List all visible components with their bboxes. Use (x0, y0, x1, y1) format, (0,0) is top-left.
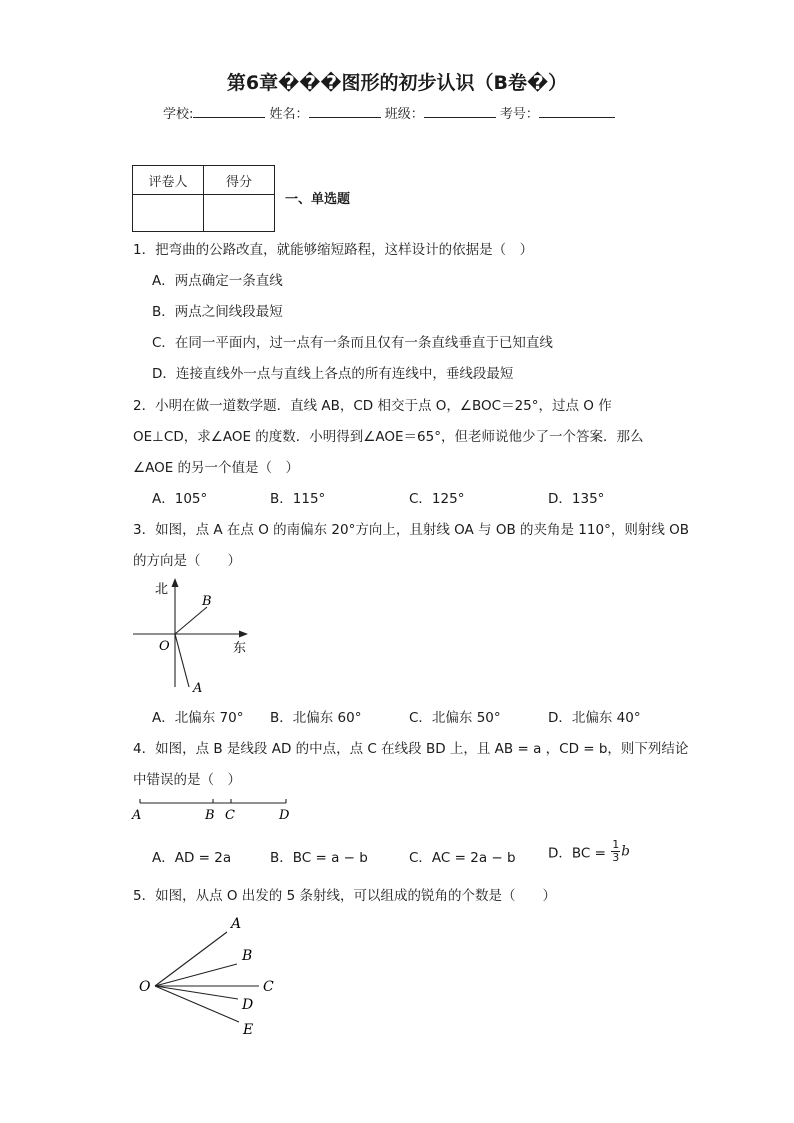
q4-line1: 4．如图，点 B 是线段 AD 的中点，点 C 在线段 BD 上，且 AB = a ，CD = b，则下列结论 (133, 741, 689, 757)
north-arrowhead (172, 578, 179, 587)
point-b-label: B (205, 808, 215, 823)
q2-line2: OE⊥CD，求∠AOE 的度数．小明得到∠AOE＝65°，但老师说他少了一个答案．那么 (133, 429, 644, 445)
north-label: 北 (155, 582, 169, 597)
q1-option-b[interactable]: B．两点之间线段最短 (152, 304, 283, 320)
point-c-label: C (263, 979, 274, 995)
ray-oa (175, 634, 189, 687)
q3-option-d[interactable]: D．北偏东 40° (548, 710, 641, 726)
class-label: 班级： (384, 107, 424, 122)
q1-option-a[interactable]: A．两点确定一条直线 (152, 273, 283, 289)
ray-od (155, 986, 238, 999)
q2-option-a[interactable]: A．105° (152, 491, 208, 507)
number-blank[interactable] (539, 105, 615, 118)
ray-ob (155, 964, 237, 986)
point-a-label: A (231, 916, 242, 932)
q1-option-d[interactable]: D．连接直线外一点与直线上各点的所有连线中，垂线段最短 (152, 366, 514, 382)
q2-option-c[interactable]: C．125° (409, 491, 465, 507)
q5-stem: 5．如图，从点 O 出发的 5 条射线，可以组成的锐角的个数是（ ） (133, 888, 556, 904)
east-label: 东 (233, 641, 247, 656)
school-label: 学校: (163, 107, 194, 122)
ray-oe (155, 986, 239, 1022)
score-table (132, 165, 275, 232)
q4-option-c[interactable]: C．AC = 2a − b (409, 850, 516, 866)
q4-segment-figure (128, 794, 303, 826)
point-a-label: A (132, 808, 142, 823)
ray-oa (155, 932, 227, 986)
q4-line2: 中错误的是（ ） (133, 772, 241, 788)
name-label: 姓名： (269, 107, 309, 122)
section-title: 一、单选题 (285, 192, 351, 207)
page-title: 第6章���图形的初步认识（B卷�） (226, 72, 568, 94)
score-header: 得分 (204, 166, 275, 195)
point-a-label: A (193, 681, 203, 696)
grader-cell[interactable] (133, 195, 204, 232)
point-b-label: B (242, 948, 253, 964)
one-third-fraction (611, 839, 620, 864)
name-blank[interactable] (309, 105, 381, 118)
q2-option-b[interactable]: B．115° (270, 491, 326, 507)
class-blank[interactable] (424, 105, 496, 118)
school-blank[interactable] (193, 105, 265, 118)
fraction-denominator: 3 (612, 851, 620, 864)
point-b-label: B (202, 594, 212, 609)
q4-option-a[interactable]: A．AD = 2a (152, 850, 232, 866)
point-d-label: D (242, 997, 254, 1013)
q1-stem: 1．把弯曲的公路改直，就能够缩短路程，这样设计的依据是（ ） (133, 242, 534, 258)
point-o-label: O (139, 979, 151, 995)
fraction-numerator: 1 (612, 838, 620, 851)
q3-option-c[interactable]: C．北偏东 50° (409, 710, 501, 726)
q2-option-d[interactable]: D．135° (548, 491, 605, 507)
q3-line2: 的方向是（ ） (133, 553, 241, 569)
east-arrowhead (239, 631, 248, 638)
point-d-label: D (279, 808, 290, 823)
point-o-label: O (159, 639, 170, 654)
score-cell[interactable] (204, 195, 275, 232)
ray-ob (175, 607, 207, 634)
point-c-label: C (225, 808, 235, 823)
student-info-line (163, 103, 615, 122)
grader-header: 评卷人 (133, 166, 204, 195)
q3-line1: 3．如图，点 A 在点 O 的南偏东 20°方向上，且射线 OA 与 OB 的夹角是 110°，则射线 OB (133, 522, 689, 538)
q2-line1: 2．小明在做一道数学题．直线 AB，CD 相交于点 O，∠BOC＝25°，过点 O 作 (133, 398, 612, 414)
q3-option-b[interactable]: B．北偏东 60° (270, 710, 362, 726)
q3-direction-figure (125, 575, 265, 700)
point-e-label: E (243, 1022, 254, 1038)
q4-option-d[interactable] (548, 839, 630, 864)
number-label: 考号： (499, 107, 539, 122)
q4-option-d-text: D．BC = (548, 845, 611, 862)
q2-line3: ∠AOE 的另一个值是（ ） (133, 460, 300, 476)
q5-rays-figure (135, 910, 285, 1040)
q3-option-a[interactable]: A．北偏东 70° (152, 710, 244, 726)
q1-option-c[interactable]: C．在同一平面内，过一点有一条而且仅有一条直线垂直于已知直线 (152, 335, 553, 351)
fraction-variable: b (621, 843, 630, 860)
q4-option-b[interactable]: B．BC = a − b (270, 850, 368, 866)
